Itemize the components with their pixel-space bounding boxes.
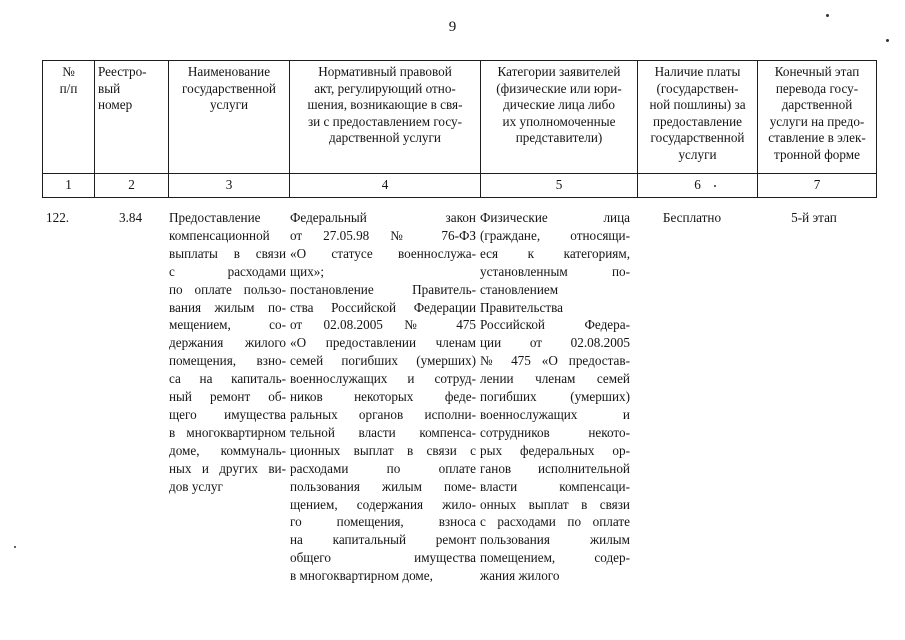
cell-line: ганов исполнительной [480, 460, 630, 476]
cell-line: еся к категориям, [480, 245, 630, 261]
header-number: № п/п [43, 61, 95, 174]
cell-line: с расходами [169, 263, 286, 279]
column-number: 7 [758, 174, 877, 198]
cell-line: ства Российской Федерации [290, 299, 476, 315]
cell-line: компенсационной [169, 227, 270, 243]
cell-line: вания жилым по- [169, 299, 286, 315]
cell-line: мещением, со- [169, 317, 286, 333]
cell-line: сотрудников некото- [480, 424, 630, 440]
cell-line: выплаты в связи [169, 245, 286, 261]
cell-line: ции от 02.08.2005 [480, 335, 630, 351]
cell-line: щего имущества [169, 406, 286, 422]
cell-line: са на капиталь- [169, 371, 286, 387]
cell-line: помещения, взно- [169, 353, 286, 369]
cell-line: по оплате пользо- [169, 281, 286, 297]
cell-line: го помещения, взноса [290, 514, 476, 530]
cell-line: ральных органов исполни- [290, 406, 476, 422]
cell-line: военнослужащих и сотруд- [290, 371, 476, 387]
fee [634, 209, 750, 227]
cell-line: Предоставление [169, 210, 261, 225]
column-number: 6 [638, 174, 758, 198]
cell-line: Федеральный закон [290, 210, 476, 225]
final-stage [754, 209, 874, 227]
header-legal-act: Нормативный правовой акт, регулирующий отно- шения, возникающие в свя- зи с предоставлением госу- дарственной услуги [290, 61, 481, 174]
cell-line: постановление Правитель- [290, 281, 476, 297]
header-fee: Наличие платы (государствен- ной пошлины) за предоставление государственной услуги [638, 61, 758, 174]
cell-line: тельной власти компенса- [290, 424, 476, 440]
cell-line: (граждане, относящи- [480, 227, 630, 243]
cell-line: ный ремонт об- [169, 389, 286, 405]
column-number: 5 [481, 174, 638, 198]
row-number [46, 209, 98, 227]
cell-line: лении членам семей [480, 371, 630, 387]
cell-line: ных и других ви- [169, 460, 286, 476]
cell-line: онных выплат в связи [480, 496, 630, 512]
row-number-text: 122. [46, 210, 70, 225]
column-number: 3 [169, 174, 290, 198]
cell-line: от 27.05.98 № 76-ФЗ [290, 227, 476, 243]
cell-line: на капитальный ремонт [290, 532, 476, 548]
cell-line: власти компенсаци- [480, 478, 630, 494]
cell-line: пользования жилым поме- [290, 478, 476, 494]
cell-line: семей погибших (умерших) [290, 353, 476, 369]
cell-line: доме, коммуналь- [169, 442, 286, 458]
cell-line: № 475 «О предостав- [480, 353, 630, 369]
cell-line: рых федеральных ор- [480, 442, 630, 458]
header-final-stage: Конечный этап перевода госу- дарственной услуги на предо- ставление в элек- тронной форме [758, 61, 877, 174]
cell-line: «О предоставлении членам [290, 335, 476, 351]
header-service-name: Наименование государственной услуги [169, 61, 290, 174]
cell-line: «О статусе военнослужа- [290, 245, 476, 261]
column-number: 1 [43, 174, 95, 198]
header-applicant-categories: Категории заявителей (физические или юри- дические лица либо их уполномоченные представители) [481, 61, 638, 174]
fee-text: Бесплатно [662, 210, 722, 225]
column-number: 4 [290, 174, 481, 198]
cell-line: щением, содержания жило- [290, 496, 476, 512]
cell-line: ционных выплат в связи с [290, 442, 476, 458]
cell-line: от 02.08.2005 № 475 [290, 317, 476, 333]
cell-line: погибших (умерших) [480, 389, 630, 405]
cell-line: Российской Федера- [480, 317, 630, 333]
cell-line: помещением, содер- [480, 550, 630, 566]
cell-line: установленным по- [480, 263, 630, 279]
cell-line: держания жилого [169, 335, 286, 351]
final-stage-text: 5-й этап [791, 210, 837, 225]
cell-line: расходами по оплате [290, 460, 476, 476]
service-name [169, 209, 286, 496]
cell-line: щих»; [290, 263, 325, 279]
header-registry-number: Реестро- вый номер [95, 61, 169, 174]
cell-line: военнослужащих и [480, 406, 630, 422]
column-number-row [43, 174, 877, 198]
registry-number [119, 209, 159, 227]
registry-number-text: 3.84 [119, 210, 143, 225]
cell-line: в многоквартирном доме, [290, 568, 433, 584]
cell-line: в многоквартирном [169, 424, 286, 440]
column-number: 2 [95, 174, 169, 198]
page-number: 9 [448, 19, 457, 35]
legal-act [290, 209, 476, 585]
cell-line: Физические лица [480, 210, 630, 225]
scan-speck [826, 14, 829, 17]
cell-line: жания жилого [480, 568, 560, 584]
cell-line: становлением [480, 281, 559, 297]
cell-line: дов услуг [169, 478, 223, 494]
cell-line: пользования жилым [480, 532, 630, 548]
cell-line: Правительства [480, 299, 563, 315]
cell-line: ников некоторых феде- [290, 389, 476, 405]
scan-speck [14, 546, 16, 548]
services-table [42, 60, 877, 198]
table-header-row [43, 61, 877, 174]
cell-line: общего имущества [290, 550, 476, 566]
scan-speck [886, 39, 889, 42]
applicant-categories [480, 209, 630, 585]
scan-speck [714, 185, 716, 187]
cell-line: с расходами по оплате [480, 514, 630, 530]
